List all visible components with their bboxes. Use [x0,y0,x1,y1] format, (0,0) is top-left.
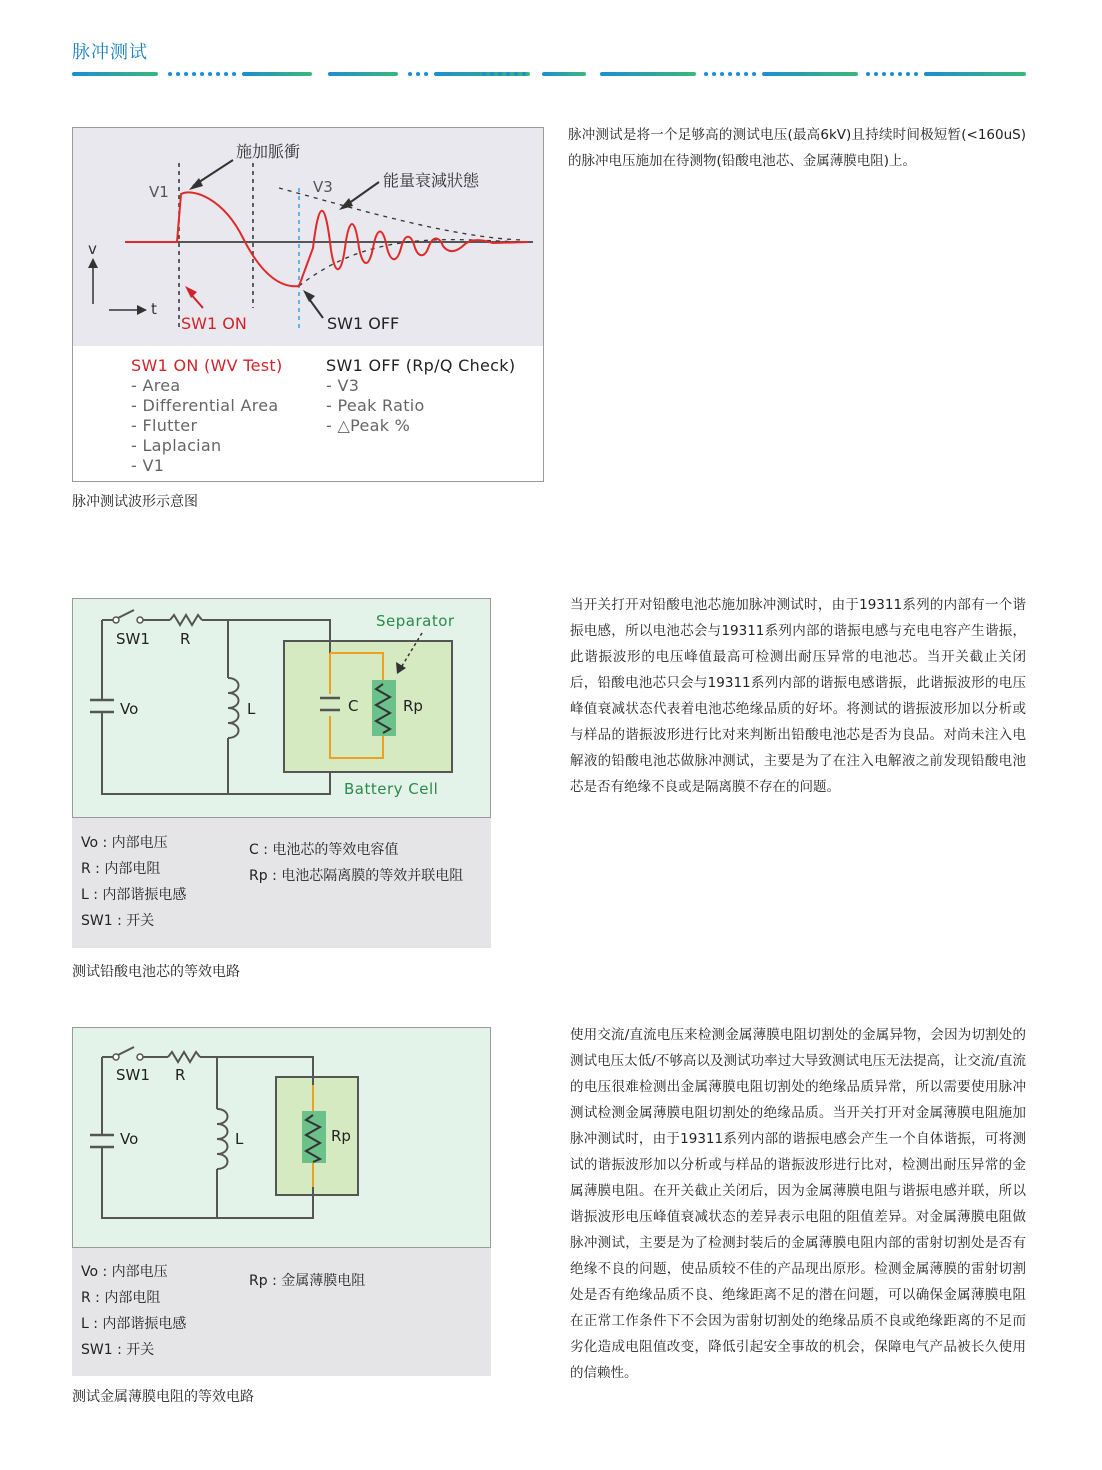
label-rp: Rp [331,1127,351,1145]
label-sw1: SW1 [116,1066,150,1084]
legend-item: L : 内部谐振电感 [81,1316,187,1332]
legend-item: Rp : 电池芯隔离膜的等效并联电阻 [249,868,464,884]
label-r: R [180,630,191,648]
waveform-caption: 脉冲测试波形示意图 [72,494,198,510]
label-l: L [235,1130,244,1148]
waveform-figure [72,127,544,482]
label-v3: V3 [313,178,333,196]
legend-item: Vo : 内部电压 [81,835,168,851]
battery-figure [72,598,491,948]
list-item: - Flutter [131,416,198,435]
legend-item: SW1 : 开关 [81,1342,155,1358]
legend-item: Vo : 内部电压 [81,1264,168,1280]
legend-item: R : 内部电阻 [81,1290,161,1306]
resistor-legend-left [81,1259,186,1363]
sw1-on-heading: SW1 ON (WV Test) [131,356,283,375]
resistor-caption: 测试金属薄膜电阻的等效电路 [72,1389,254,1405]
waveform-paragraph: 脉冲测试是将一个足够高的测试电压(最高6kV)且持续时间极短暂(<160uS)的脉冲电压施加在待测物(铅酸电池芯、金属薄膜电阻)上。 [568,127,1026,169]
legend-item: L : 内部谐振电感 [81,887,187,903]
label-t-axis: t [151,300,157,318]
resistor-legend-right [249,1268,365,1294]
label-l: L [247,700,256,718]
battery-paragraph: 当开关打开对铅酸电池芯施加脉冲测试时，由于19311系列的内部有一个谐振电感，所以电池芯会与19311系列内部的谐振电感与充电电容产生谐振，此谐振波形的电压峰值最高可检测出耐压异常的电池芯。当开关截止关闭后，铅酸电池芯只会与19311系列内部的谐振电感谐振，此谐振波形的电压峰值衰减状态代表着电池芯绝缘品质的好坏。将测试的谐振波形加以分析或与样品的谐振波形进行比对来判断出铅酸电池芯是否为良品。对尚未注入电解液的铅酸电池芯做脉冲测试，主要是为了在注入电解液之前发现铅酸电池芯是否有绝缘不良或是隔离膜不存在的问题。 [570,597,1026,795]
list-item: - Area [131,376,181,395]
battery-caption: 测试铅酸电池芯的等效电路 [72,964,240,980]
label-battery-cell: Battery Cell [344,780,439,798]
resistor-figure [72,1027,491,1376]
resistor-paragraph: 使用交流/直流电压来检测金属薄膜电阻切割处的金属异物，会因为切割处的测试电压太低/不够高以及测试功率过大导致测试电压无法提高，让交流/直流的电压很难检测出金属薄膜电阻切割处的绝缘品质异常，所以需要使用脉冲测试检测金属薄膜电阻切割处的绝缘品质。当开关打开对金属薄膜电阻施加脉冲测试时，由于19311系列内部的谐振电感会产生一个自体谐振，可将测试的谐振波形加以分析或与样品的谐振波形进行比对，检测出耐压异常的金属薄膜电阻。在开关截止关闭后，因为金属薄膜电阻与谐振电感并联，所以谐振波形电压峰值衰减状态的差异表示电阻的阻值差异。对金属薄膜电阻做脉冲测试，主要是为了检测封装后的金属薄膜电阻内部的雷射切割处是否有绝缘不良的问题，使品质较不佳的产品现出原形。检测金属薄膜的雷射切割处是否有绝缘品质不良、绝缘距离不足的潜在问题，可以确保金属薄膜电阻在正常工作条件下不会因为雷射切割处的绝缘品质不良或绝缘距离的不足而劣化造成电阻值改变，降低引起安全事故的机会，保障电气产品被长久使用的信赖性。 [570,1027,1026,1381]
label-sw1-on: SW1 ON [181,314,247,333]
label-decay-state: 能量衰減狀態 [383,171,480,190]
label-sw1-off: SW1 OFF [327,314,400,333]
waveform-diagram [73,128,543,346]
label-c: C [348,697,359,715]
page-title: 脉冲测试 [72,42,148,63]
label-vo: Vo [120,1130,139,1148]
label-v-axis: v [88,240,97,258]
battery-legend-left [81,830,186,934]
label-sw1: SW1 [116,630,150,648]
header-divider [72,70,1026,80]
label-vo: Vo [120,700,139,718]
list-item: - Differential Area [131,396,279,415]
label-rp: Rp [403,697,423,715]
battery-legend-right [249,837,463,889]
list-item: - V3 [326,376,360,395]
sw1-off-list [326,356,515,436]
legend-item: C : 电池芯的等效电容值 [249,842,399,858]
sw1-on-list [131,356,283,476]
list-item: - △Peak % [326,416,411,435]
list-item: - Peak Ratio [326,396,425,415]
label-v1: V1 [149,183,169,201]
legend-item: SW1 : 开关 [81,913,155,929]
label-separator: Separator [376,612,455,630]
waveform-signal [125,192,528,286]
label-r: R [175,1066,186,1084]
list-item: - V1 [131,456,165,475]
legend-item: Rp : 金属薄膜电阻 [249,1273,366,1289]
list-item: - Laplacian [131,436,222,455]
legend-item: R : 内部电阻 [81,861,161,877]
sw1-off-heading: SW1 OFF (Rp/Q Check) [326,356,516,375]
label-apply-pulse: 施加脈衝 [236,142,301,161]
